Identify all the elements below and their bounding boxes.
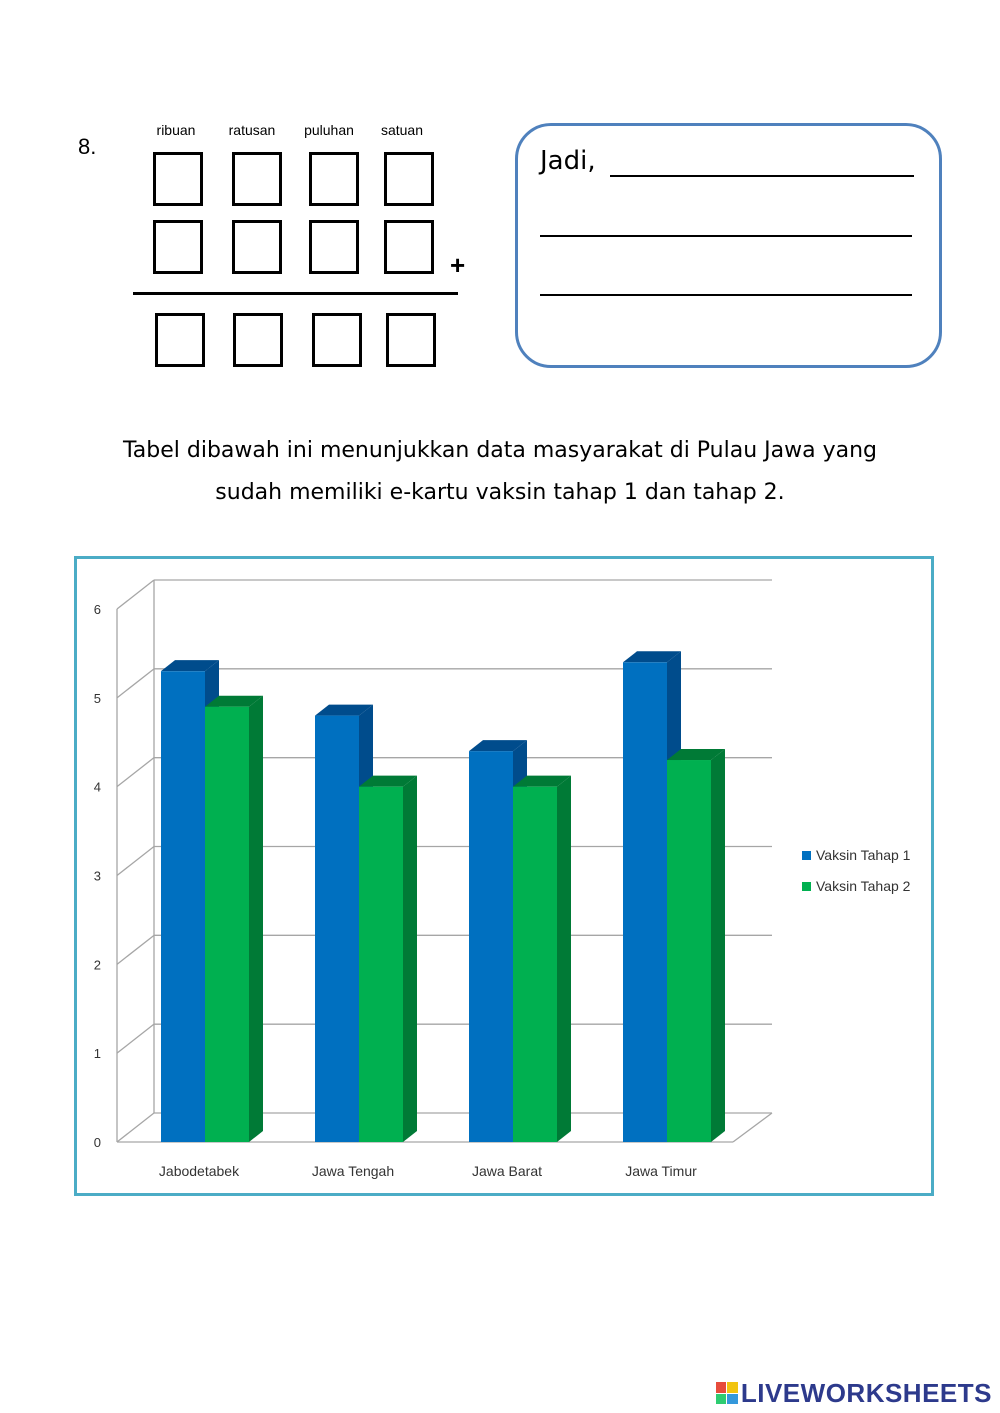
bar-chart [77, 559, 931, 1193]
question-number: 8. [78, 134, 97, 159]
gridline-side-4 [117, 758, 154, 787]
chart-frame [74, 556, 934, 1196]
answer-line-3[interactable] [540, 294, 912, 296]
bar-1-1 [359, 787, 403, 1142]
digit-box-r1-satuan[interactable] [384, 152, 434, 206]
bar-side-0-1 [249, 696, 263, 1142]
bar-0-0 [161, 671, 205, 1142]
y-tick-label-5: 5 [93, 690, 101, 706]
bar-2-0 [469, 751, 513, 1142]
digit-box-result-puluhan[interactable] [312, 313, 362, 367]
y-tick-label-1: 1 [93, 1046, 101, 1062]
bar-3-0 [623, 662, 667, 1142]
answer-label: Jadi, [540, 146, 596, 176]
description-line-2: sudah memiliki e-kartu vaksin tahap 1 dan tahap 2. [215, 480, 785, 505]
y-tick-label-6: 6 [93, 602, 101, 617]
brand-logo [716, 1378, 992, 1408]
digit-box-r1-ratusan[interactable] [232, 152, 282, 206]
answer-line-2[interactable] [540, 235, 912, 237]
brand-name: LIVEWORKSHEETS [740, 1377, 992, 1408]
digit-box-r2-ratusan[interactable] [232, 220, 282, 274]
bar-3-1 [667, 760, 711, 1142]
y-tick-label-4: 4 [93, 779, 101, 795]
floor-edge [733, 1113, 772, 1142]
gridline-side-0 [117, 1113, 154, 1142]
answer-line-1[interactable] [610, 175, 914, 177]
brand-logo-icon [716, 1382, 738, 1404]
y-tick-label-3: 3 [93, 868, 101, 884]
y-tick-label-0: 0 [93, 1135, 101, 1150]
gridline-side-3 [117, 847, 154, 876]
bar-side-2-1 [557, 776, 571, 1142]
x-tick-label-1: Jawa Tengah [311, 1163, 395, 1179]
x-tick-label-0: Jabodetabek [158, 1163, 240, 1179]
legend-swatch-1 [802, 882, 811, 891]
bar-side-1-1 [403, 776, 417, 1142]
gridline-side-5 [117, 669, 154, 698]
digit-box-result-satuan[interactable] [386, 313, 436, 367]
digit-box-result-ratusan[interactable] [233, 313, 283, 367]
legend-label-1: Vaksin Tahap 2 [816, 878, 911, 894]
column-header-puluhan: puluhan [304, 122, 354, 138]
x-tick-label-3: Jawa Timur [625, 1163, 697, 1179]
digit-box-r2-satuan[interactable] [384, 220, 434, 274]
legend-label-0: Vaksin Tahap 1 [816, 847, 911, 863]
digit-box-r1-ribuan[interactable] [153, 152, 203, 206]
gridline-side-2 [117, 935, 154, 964]
x-tick-label-2: Jawa Barat [471, 1163, 543, 1179]
column-header-ratusan: ratusan [228, 122, 276, 138]
digit-box-result-ribuan[interactable] [155, 313, 205, 367]
bar-1-0 [315, 716, 359, 1142]
bar-side-3-1 [711, 749, 725, 1142]
legend-swatch-0 [802, 851, 811, 860]
y-tick-label-2: 2 [93, 957, 101, 973]
digit-box-r1-puluhan[interactable] [309, 152, 359, 206]
gridline-side-1 [117, 1024, 154, 1053]
digit-box-r2-puluhan[interactable] [309, 220, 359, 274]
column-header-satuan: satuan [380, 122, 424, 138]
sum-line [133, 292, 458, 295]
bar-0-1 [205, 707, 249, 1142]
bar-2-1 [513, 787, 557, 1142]
gridline-side-6 [117, 580, 154, 609]
description-line-1: Tabel dibawah ini menunjukkan data masyarakat di Pulau Jawa yang [122, 438, 877, 463]
column-header-ribuan: ribuan [156, 122, 196, 138]
plus-sign: + [450, 250, 466, 280]
digit-box-r2-ribuan[interactable] [153, 220, 203, 274]
